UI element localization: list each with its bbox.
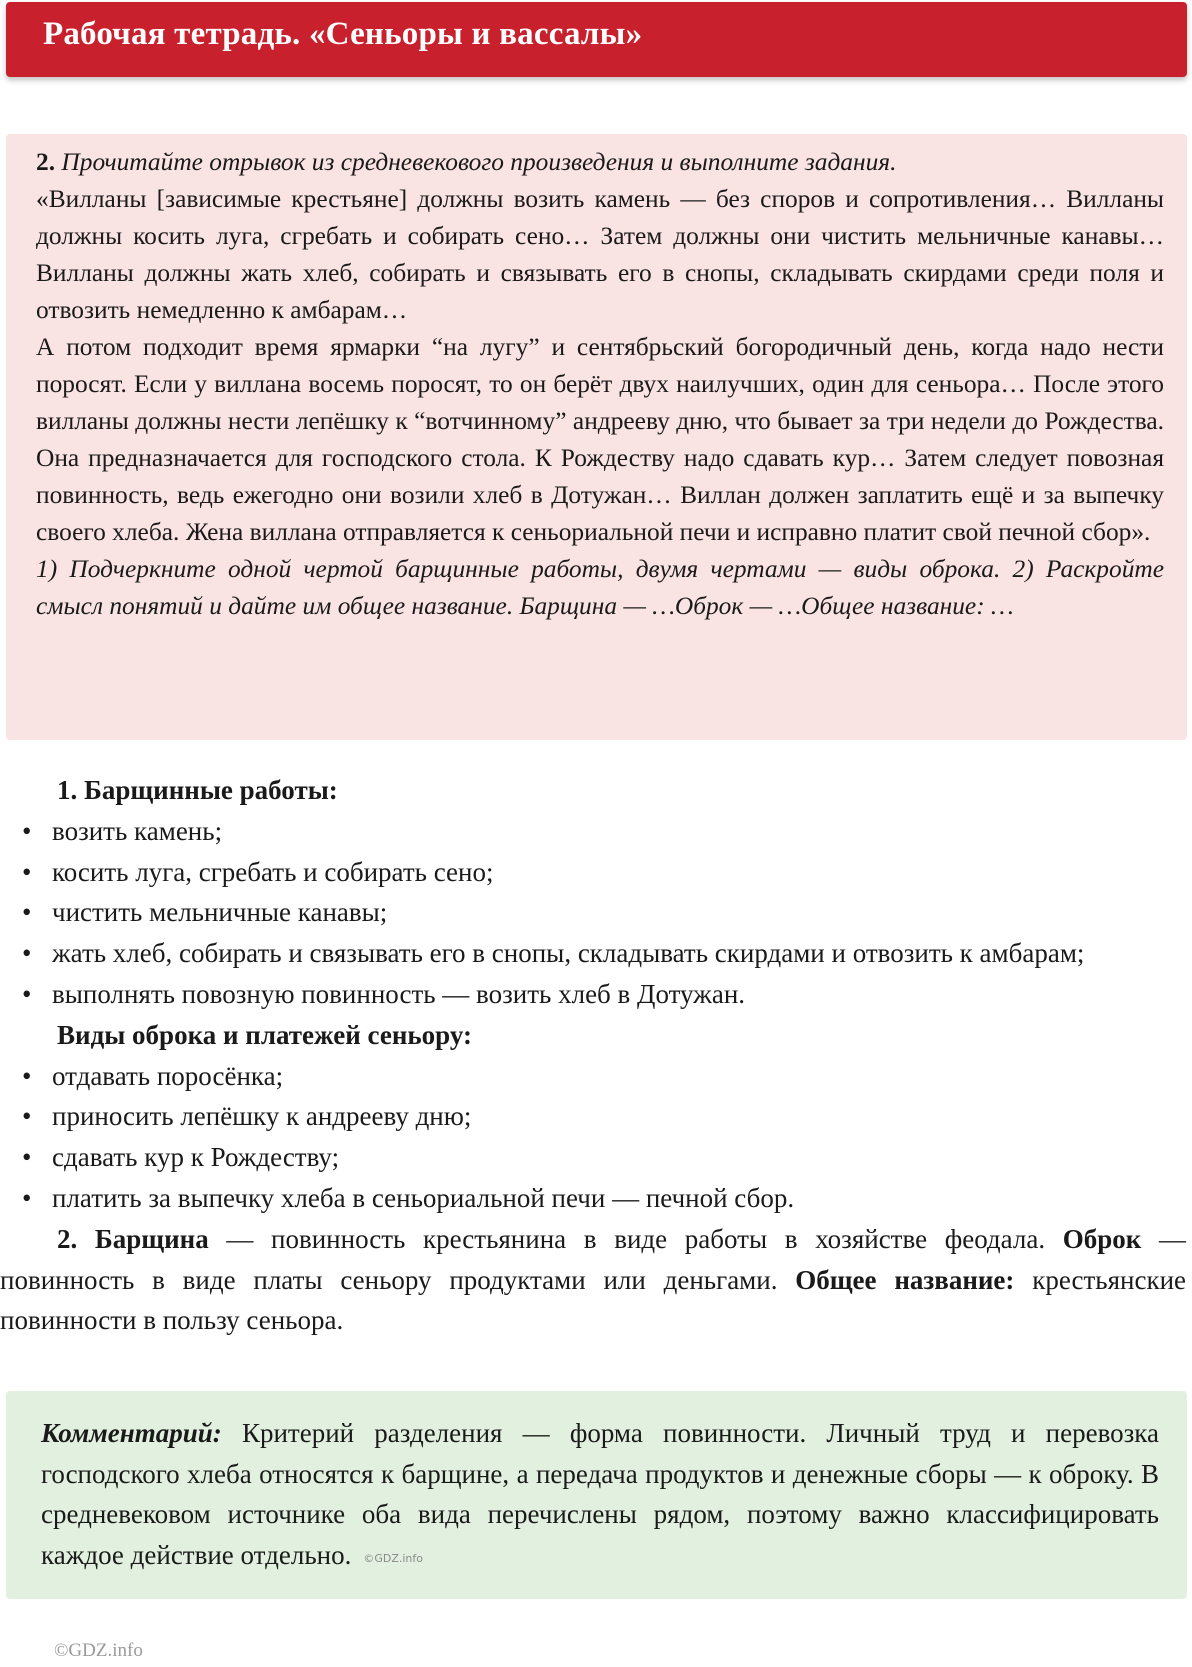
bullet-icon: • xyxy=(22,1142,32,1173)
comment-box xyxy=(6,1391,1187,1599)
bullet-icon: • xyxy=(22,1182,32,1213)
obrok-term: Оброк xyxy=(1062,1223,1142,1254)
comment-paragraph xyxy=(41,1413,1159,1579)
footer-copyright: ©GDZ.info xyxy=(54,1640,143,1661)
task-instruction-text: Прочитайте отрывок из средневекового произведения и выполните задания. xyxy=(61,148,897,176)
bullet-icon: • xyxy=(22,938,32,969)
comment-text: Критерий разделения — форма повинности. Личный труд и перевозка господского хлеба относятся к барщине, а передача продуктов и денежные сборы — к оброку. В средневековом источнике оба вида перечислены рядом, поэтому важно классифицировать каждое действие отдельно. xyxy=(41,1418,1159,1570)
common-term: Общее название: xyxy=(795,1264,1015,1295)
list-item: • жать хлеб, собирать и связывать его в снопы, складывать скирдами и отвозить к амбарам; xyxy=(0,933,1192,974)
inline-watermark: ©GDZ.info xyxy=(363,1551,424,1565)
list-item: • возить камень; xyxy=(0,811,1192,852)
obrok-heading: Виды оброка и платежей сеньору: xyxy=(57,1019,472,1050)
list-item: • выполнять повозную повинность — возить хлеб в Дотужан. xyxy=(0,974,1192,1015)
list-item: • отдавать поросёнка; xyxy=(0,1056,1192,1097)
comment-label: Комментарий: xyxy=(41,1418,222,1448)
barshchina-heading: 1. Барщинные работы: xyxy=(57,775,338,805)
bullet-icon: • xyxy=(22,815,32,846)
answer-section xyxy=(0,770,1192,1341)
bullet-icon: • xyxy=(22,897,32,928)
page-title: Рабочая тетрадь. «Сеньоры и вассалы» xyxy=(43,16,643,52)
quote-paragraph-2: А потом подходит время ярмарки “на лугу” и сентябрьский богородичный день, когда надо нести поросят. Если у виллана восемь поросят, то он берёт двух наилучших, один для сеньора… После этого вилланы должны нести лепёшку к “вотчинному” андрееву дню, что бывает за три недели до Рождества. Она предназначается для господского стола. К Рождеству надо сдавать кур… Затем следует повозная повинность, ведь ежегодно они возили хлеб в Дотужан… Виллан должен заплатить ещё и за выпечку своего хлеба. Жена виллана отправляется к сеньориальной печи и исправно платит свой печной сбор». xyxy=(36,333,1164,546)
list-item: • чистить мельничные канавы; xyxy=(0,892,1192,933)
bullet-icon: • xyxy=(22,1060,32,1091)
list-item: • сдавать кур к Рождеству; xyxy=(0,1137,1192,1178)
bullet-icon: • xyxy=(22,1101,32,1132)
list-item: • приносить лепёшку к андрееву дню; xyxy=(0,1096,1192,1137)
definitions-paragraph: 2. Барщина — повинность крестьянина в виде работы в хозяйстве феодала. Оброк — повинность в виде платы сеньору продуктами или деньгами. Общее название: крестьянские повинности в пользу сеньора. xyxy=(0,1223,1187,1336)
barshchina-list xyxy=(0,811,1192,1015)
task-instruction xyxy=(36,144,1164,181)
title-banner xyxy=(6,2,1187,77)
bullet-icon: • xyxy=(22,856,32,887)
barshchina-term: 2. Барщина xyxy=(57,1223,209,1254)
obrok-list xyxy=(0,1056,1192,1219)
task-number: 2. xyxy=(36,148,56,176)
comment-content xyxy=(41,1413,1159,1579)
bullet-icon: • xyxy=(22,978,32,1009)
task-questions: 1) Подчеркните одной чертой барщинные работы, двумя чертами — виды оброка. 2) Раскройте смысл понятий и дайте им общее название. Барщина — …Оброк — …Общее название: … xyxy=(36,555,1164,620)
task-box xyxy=(6,134,1187,740)
task-content xyxy=(36,144,1164,625)
list-item: • платить за выпечку хлеба в сеньориальной печи — печной сбор. xyxy=(0,1178,1192,1219)
list-item: • косить луга, сгребать и собирать сено; xyxy=(0,852,1192,893)
quote-paragraph-1: «Вилланы [зависимые крестьяне] должны возить камень — без споров и сопротивления… Вилланы должны косить луга, сгребать и собирать сено… Затем должны они чистить мельничные канавы… Вилланы должны жать хлеб, собирать и связывать его в снопы, складывать скирдами среди поля и отвозить немедленно к амбарам… xyxy=(36,185,1164,324)
